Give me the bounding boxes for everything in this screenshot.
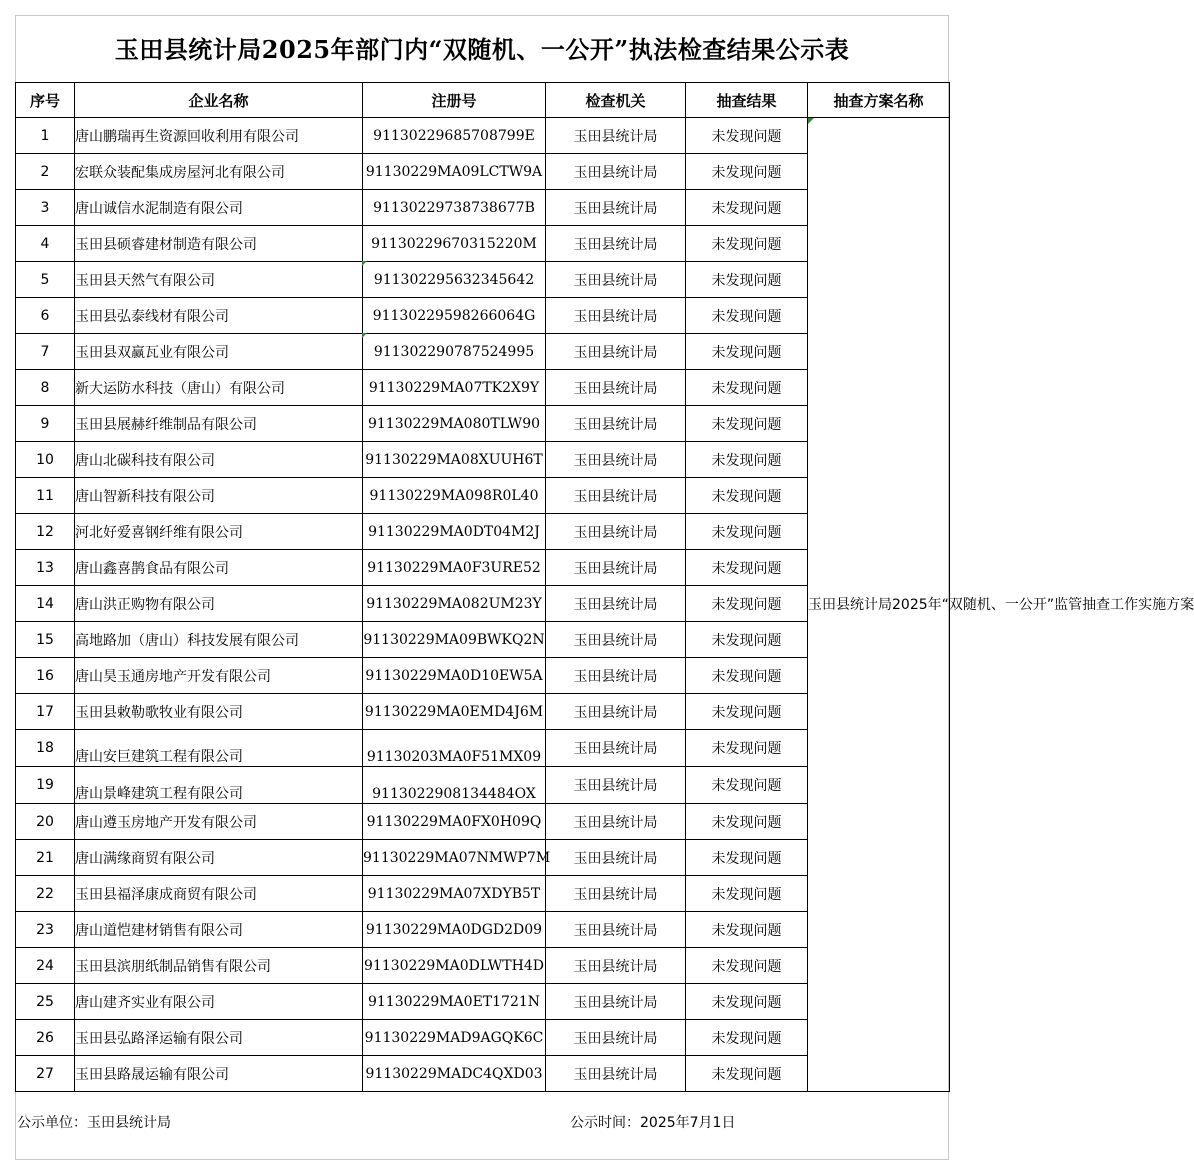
registration-number-cell: 91130229MA0D10EW5A bbox=[363, 658, 546, 694]
header-inspection-agency: 检查机关 bbox=[546, 83, 686, 118]
inspection-agency-cell: 玉田县统计局 bbox=[546, 1056, 686, 1092]
company-name-cell: 唐山诚信水泥制造有限公司 bbox=[75, 190, 363, 226]
registration-number-cell: 91130229738738677B bbox=[363, 190, 546, 226]
row-number: 24 bbox=[16, 948, 75, 984]
row-number: 12 bbox=[16, 514, 75, 550]
inspection-agency-cell: 玉田县统计局 bbox=[546, 948, 686, 984]
inspection-result-cell: 未发现问题 bbox=[686, 118, 808, 154]
inspection-agency-cell: 玉田县统计局 bbox=[546, 478, 686, 514]
row-number: 19 bbox=[16, 767, 75, 804]
inspection-agency-cell: 玉田县统计局 bbox=[546, 912, 686, 948]
company-name-cell: 唐山安巨建筑工程有限公司 bbox=[75, 730, 363, 767]
inspection-result-cell: 未发现问题 bbox=[686, 370, 808, 406]
row-number: 20 bbox=[16, 804, 75, 840]
registration-number-cell: 91130229MA098R0L40 bbox=[363, 478, 546, 514]
row-number: 3 bbox=[16, 190, 75, 226]
row-number: 13 bbox=[16, 550, 75, 586]
table-header-row bbox=[16, 83, 950, 118]
row-number: 5 bbox=[16, 262, 75, 298]
registration-number-cell: 91130229598266064G bbox=[363, 298, 546, 334]
inspection-result-cell: 未发现问题 bbox=[686, 984, 808, 1020]
registration-number-cell: 91130229MA07TK2X9Y bbox=[363, 370, 546, 406]
table-body bbox=[16, 118, 1194, 1092]
registration-number-cell: 91130203MA0F51MX09 bbox=[363, 730, 546, 767]
inspection-result-cell: 未发现问题 bbox=[686, 912, 808, 948]
row-number: 2 bbox=[16, 154, 75, 190]
inspection-agency-cell: 玉田县统计局 bbox=[546, 840, 686, 876]
company-name-cell: 唐山道恺建材销售有限公司 bbox=[75, 912, 363, 948]
inspection-result-cell: 未发现问题 bbox=[686, 1020, 808, 1056]
row-number: 11 bbox=[16, 478, 75, 514]
header-no: 序号 bbox=[16, 83, 75, 118]
company-name-cell: 唐山昊玉通房地产开发有限公司 bbox=[75, 658, 363, 694]
inspection-agency-cell: 玉田县统计局 bbox=[546, 694, 686, 730]
row-number: 14 bbox=[16, 586, 75, 622]
registration-number-cell: 9113022908134484OX bbox=[363, 767, 546, 804]
row-number: 25 bbox=[16, 984, 75, 1020]
inspection-result-cell: 未发现问题 bbox=[686, 767, 808, 804]
header-inspection-result: 抽查结果 bbox=[686, 83, 808, 118]
company-name-cell: 玉田县天然气有限公司 bbox=[75, 262, 363, 298]
row-number: 1 bbox=[16, 118, 75, 154]
inspection-agency-cell: 玉田县统计局 bbox=[546, 226, 686, 262]
company-name-cell: 唐山鹏瑞再生资源回收利用有限公司 bbox=[75, 118, 363, 154]
inspection-agency-cell: 玉田县统计局 bbox=[546, 767, 686, 804]
row-number: 9 bbox=[16, 406, 75, 442]
inspection-result-cell: 未发现问题 bbox=[686, 514, 808, 550]
inspection-agency-cell: 玉田县统计局 bbox=[546, 984, 686, 1020]
row-number: 17 bbox=[16, 694, 75, 730]
company-name-cell: 玉田县展赫纤维制品有限公司 bbox=[75, 406, 363, 442]
inspection-agency-cell: 玉田县统计局 bbox=[546, 876, 686, 912]
company-name-cell: 玉田县弘路泽运输有限公司 bbox=[75, 1020, 363, 1056]
registration-number-cell: 91130229685708799E bbox=[363, 118, 546, 154]
cell-comment-marker bbox=[362, 261, 367, 266]
inspection-agency-cell: 玉田县统计局 bbox=[546, 730, 686, 767]
registration-number-cell: 91130229MA0FX0H09Q bbox=[363, 804, 546, 840]
inspection-agency-cell: 玉田县统计局 bbox=[546, 1020, 686, 1056]
inspection-result-cell: 未发现问题 bbox=[686, 804, 808, 840]
inspection-result-cell: 未发现问题 bbox=[686, 658, 808, 694]
inspection-result-cell: 未发现问题 bbox=[686, 406, 808, 442]
registration-number-cell: 91130229MA09BWKQ2N bbox=[363, 622, 546, 658]
company-name-cell: 玉田县福泽康成商贸有限公司 bbox=[75, 876, 363, 912]
company-name-cell: 唐山洪正购物有限公司 bbox=[75, 586, 363, 622]
registration-number-cell: 91130229MADC4QXD03 bbox=[363, 1056, 546, 1092]
inspection-agency-cell: 玉田县统计局 bbox=[546, 154, 686, 190]
registration-number-cell: 911302295632345642 bbox=[363, 262, 546, 298]
registration-number-cell: 91130229MA0F3URE52 bbox=[363, 550, 546, 586]
inspection-result-cell: 未发现问题 bbox=[686, 334, 808, 370]
company-name-cell: 新大运防水科技（唐山）有限公司 bbox=[75, 370, 363, 406]
inspection-result-cell: 未发现问题 bbox=[686, 262, 808, 298]
row-number: 7 bbox=[16, 334, 75, 370]
header-registration-number: 注册号 bbox=[363, 83, 546, 118]
row-number: 18 bbox=[16, 730, 75, 767]
registration-number-cell: 91130229MA0DT04M2J bbox=[363, 514, 546, 550]
plan-name-cell bbox=[808, 118, 1194, 1092]
registration-number-cell: 91130229MA082UM23Y bbox=[363, 586, 546, 622]
registration-number-cell: 91130229MA0DLWTH4D bbox=[363, 948, 546, 984]
inspection-agency-cell: 玉田县统计局 bbox=[546, 550, 686, 586]
header-company-name: 企业名称 bbox=[75, 83, 363, 118]
inspection-result-cell: 未发现问题 bbox=[686, 550, 808, 586]
inspection-result-cell: 未发现问题 bbox=[686, 442, 808, 478]
inspection-result-cell: 未发现问题 bbox=[686, 298, 808, 334]
registration-number-cell: 91130229MA07XDYB5T bbox=[363, 876, 546, 912]
inspection-agency-cell: 玉田县统计局 bbox=[546, 298, 686, 334]
registration-number-cell: 91130229670315220M bbox=[363, 226, 546, 262]
company-name-cell: 唐山景峰建筑工程有限公司 bbox=[75, 767, 363, 804]
inspection-agency-cell: 玉田县统计局 bbox=[546, 262, 686, 298]
row-number: 26 bbox=[16, 1020, 75, 1056]
company-name-cell: 玉田县硕睿建材制造有限公司 bbox=[75, 226, 363, 262]
registration-number-cell: 91130229MA09LCTW9A bbox=[363, 154, 546, 190]
company-name-cell: 唐山智新科技有限公司 bbox=[75, 478, 363, 514]
company-name-cell: 唐山遵玉房地产开发有限公司 bbox=[75, 804, 363, 840]
row-number: 27 bbox=[16, 1056, 75, 1092]
company-name-cell: 唐山建齐实业有限公司 bbox=[75, 984, 363, 1020]
company-name-cell: 高地路加（唐山）科技发展有限公司 bbox=[75, 622, 363, 658]
inspection-agency-cell: 玉田县统计局 bbox=[546, 514, 686, 550]
row-number: 6 bbox=[16, 298, 75, 334]
cell-comment-marker bbox=[362, 333, 367, 338]
cell-comment-marker bbox=[808, 118, 814, 124]
company-name-cell: 唐山北碳科技有限公司 bbox=[75, 442, 363, 478]
row-number: 10 bbox=[16, 442, 75, 478]
row-number: 22 bbox=[16, 876, 75, 912]
inspection-result-cell: 未发现问题 bbox=[686, 730, 808, 767]
inspection-agency-cell: 玉田县统计局 bbox=[546, 118, 686, 154]
inspection-agency-cell: 玉田县统计局 bbox=[546, 406, 686, 442]
registration-number-cell: 91130229MA0EMD4J6M bbox=[363, 694, 546, 730]
company-name-cell: 唐山满缘商贸有限公司 bbox=[75, 840, 363, 876]
company-name-cell: 河北好爱喜钢纤维有限公司 bbox=[75, 514, 363, 550]
registration-number-cell: 91130229MA0ET1721N bbox=[363, 984, 546, 1020]
inspection-agency-cell: 玉田县统计局 bbox=[546, 622, 686, 658]
inspection-agency-cell: 玉田县统计局 bbox=[546, 334, 686, 370]
registration-number-cell: 911302290787524995 bbox=[363, 334, 546, 370]
inspection-result-cell: 未发现问题 bbox=[686, 622, 808, 658]
company-name-cell: 玉田县弘泰线材有限公司 bbox=[75, 298, 363, 334]
header-plan-name: 抽查方案名称 bbox=[808, 83, 950, 118]
inspection-result-cell: 未发现问题 bbox=[686, 154, 808, 190]
inspection-result-cell: 未发现问题 bbox=[686, 948, 808, 984]
inspection-result-cell: 未发现问题 bbox=[686, 1056, 808, 1092]
registration-number-cell: 91130229MA07NMWP7M bbox=[363, 840, 546, 876]
row-number: 4 bbox=[16, 226, 75, 262]
inspection-result-cell: 未发现问题 bbox=[686, 840, 808, 876]
company-name-cell: 玉田县路晟运输有限公司 bbox=[75, 1056, 363, 1092]
registration-number-cell: 91130229MA080TLW90 bbox=[363, 406, 546, 442]
publisher-unit: 公示单位：玉田县统计局 bbox=[17, 1115, 171, 1131]
table-row bbox=[16, 118, 950, 154]
company-name-cell: 唐山鑫喜鹊食品有限公司 bbox=[75, 550, 363, 586]
registration-number-cell: 91130229MAD9AGQK6C bbox=[363, 1020, 546, 1056]
registration-number-cell: 91130229MA08XUUH6T bbox=[363, 442, 546, 478]
inspection-result-cell: 未发现问题 bbox=[686, 190, 808, 226]
inspection-agency-cell: 玉田县统计局 bbox=[546, 804, 686, 840]
company-name-cell: 宏联众装配集成房屋河北有限公司 bbox=[75, 154, 363, 190]
inspection-result-cell: 未发现问题 bbox=[686, 694, 808, 730]
inspection-agency-cell: 玉田县统计局 bbox=[546, 658, 686, 694]
row-number: 21 bbox=[16, 840, 75, 876]
company-name-cell: 玉田县敕勒歌牧业有限公司 bbox=[75, 694, 363, 730]
row-number: 16 bbox=[16, 658, 75, 694]
row-number: 8 bbox=[16, 370, 75, 406]
inspection-result-cell: 未发现问题 bbox=[686, 876, 808, 912]
company-name-cell: 玉田县双赢瓦业有限公司 bbox=[75, 334, 363, 370]
results-table bbox=[15, 82, 1194, 1092]
registration-number-cell: 91130229MA0DGD2D09 bbox=[363, 912, 546, 948]
inspection-agency-cell: 玉田县统计局 bbox=[546, 190, 686, 226]
page-title: 玉田县统计局2025年部门内“双随机、一公开”执法检查结果公示表 bbox=[114, 35, 850, 64]
inspection-agency-cell: 玉田县统计局 bbox=[546, 586, 686, 622]
company-name-cell: 玉田县滨朋纸制品销售有限公司 bbox=[75, 948, 363, 984]
inspection-agency-cell: 玉田县统计局 bbox=[546, 370, 686, 406]
publish-time: 公示时间：2025年7月1日 bbox=[570, 1115, 736, 1131]
inspection-agency-cell: 玉田县统计局 bbox=[546, 442, 686, 478]
inspection-result-cell: 未发现问题 bbox=[686, 226, 808, 262]
row-number: 15 bbox=[16, 622, 75, 658]
inspection-result-cell: 未发现问题 bbox=[686, 586, 808, 622]
plan-name-text: 玉田县统计局2025年“双随机、一公开”监管抽查工作实施方案 bbox=[808, 596, 1194, 613]
inspection-result-cell: 未发现问题 bbox=[686, 478, 808, 514]
row-number: 23 bbox=[16, 912, 75, 948]
